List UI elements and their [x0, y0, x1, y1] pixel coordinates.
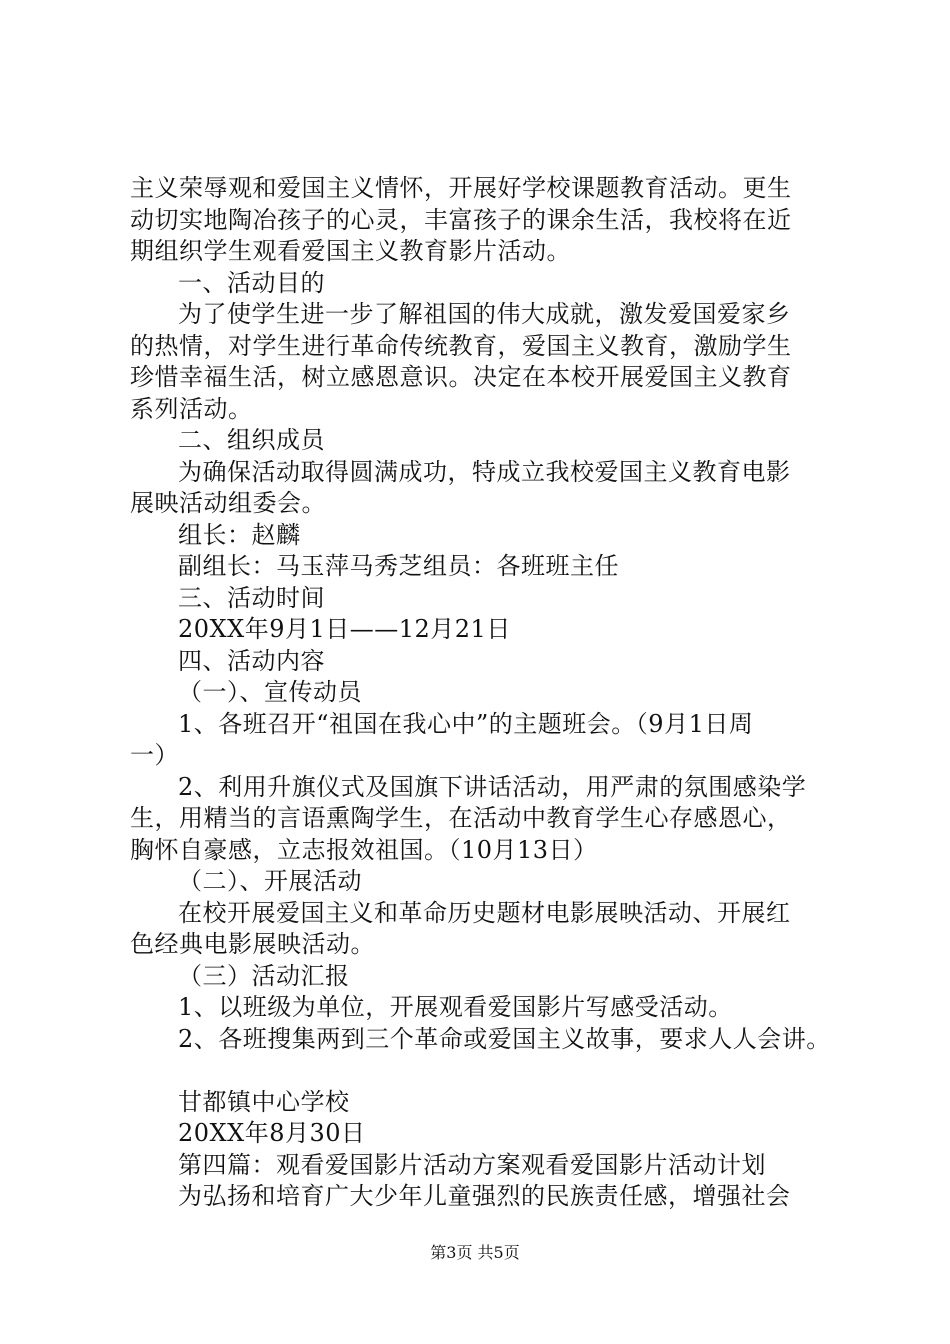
text-line: 2、各班搜集两到三个革命或爱国主义故事，要求人人会讲。 — [178, 1024, 831, 1053]
text-line: 展映活动组委会。 — [130, 489, 326, 517]
text-line: 色经典电影展映活动。 — [130, 930, 375, 958]
text-line: 动切实地陶冶孩子的心灵，丰富孩子的课余生活，我校将在近 — [130, 205, 792, 234]
text-line: 一、活动目的 — [178, 268, 325, 297]
text-line: 期组织学生观看爱国主义教育影片活动。 — [130, 237, 571, 265]
page-footer: 第3页 共5页 — [430, 1243, 520, 1262]
text-line: 为弘扬和培育广大少年儿童强烈的民族责任感，增强社会 — [178, 1182, 791, 1210]
text-line: （二）、开展活动 — [178, 867, 362, 895]
text-line: 在校开展爱国主义和革命历史题材电影展映活动、开展红 — [178, 898, 791, 927]
document-body — [130, 173, 830, 1213]
text-line: 的热情，对学生进行革命传统教育，爱国主义教育，激励学生 — [130, 331, 792, 360]
text-line: 甘都镇中心学校 — [178, 1087, 350, 1116]
text-line: 副组长：马玉萍马秀芝组员：各班班主任 — [178, 552, 619, 580]
text-line: 1、各班召开“祖国在我心中”的主题班会。（9月1日周 — [178, 709, 754, 738]
text-line: 三、活动时间 — [178, 583, 325, 612]
text-line: 珍惜幸福生活，树立感恩意识。决定在本校开展爱国主义教育 — [130, 363, 792, 391]
text-line: 一） — [130, 741, 179, 769]
text-line: 胸怀自豪感，立志报效祖国。（10月13日） — [130, 835, 598, 864]
text-line: 二、组织成员 — [178, 426, 325, 454]
text-line: 生，用精当的言语熏陶学生，在活动中教育学生心存感恩心， — [130, 804, 792, 832]
text-line: 第四篇：观看爱国影片活动方案观看爱国影片活动计划 — [178, 1150, 766, 1179]
text-line: 2、利用升旗仪式及国旗下讲话活动，用严肃的氛围感染学 — [178, 772, 807, 801]
text-line: （三）活动汇报 — [178, 961, 350, 990]
text-line: 组长：赵麟 — [178, 520, 301, 549]
text-line: 系列活动。 — [130, 394, 253, 423]
text-line: 四、活动内容 — [178, 646, 325, 675]
text-line: （一）、宣传动员 — [178, 678, 362, 706]
blank-line — [130, 1055, 830, 1087]
text-line: 为确保活动取得圆满成功，特成立我校爱国主义教育电影 — [178, 457, 791, 486]
text-line: 1、以班级为单位，开展观看爱国影片写感受活动。 — [178, 993, 733, 1021]
text-line: 主义荣辱观和爱国主义情怀，开展好学校课题教育活动。更生 — [130, 174, 792, 202]
text-line: 20XX年9月1日——12月21日 — [178, 615, 511, 643]
text-line: 20XX年8月30日 — [178, 1119, 366, 1147]
text-line: 为了使学生进一步了解祖国的伟大成就，激发爱国爱家乡 — [178, 300, 791, 328]
